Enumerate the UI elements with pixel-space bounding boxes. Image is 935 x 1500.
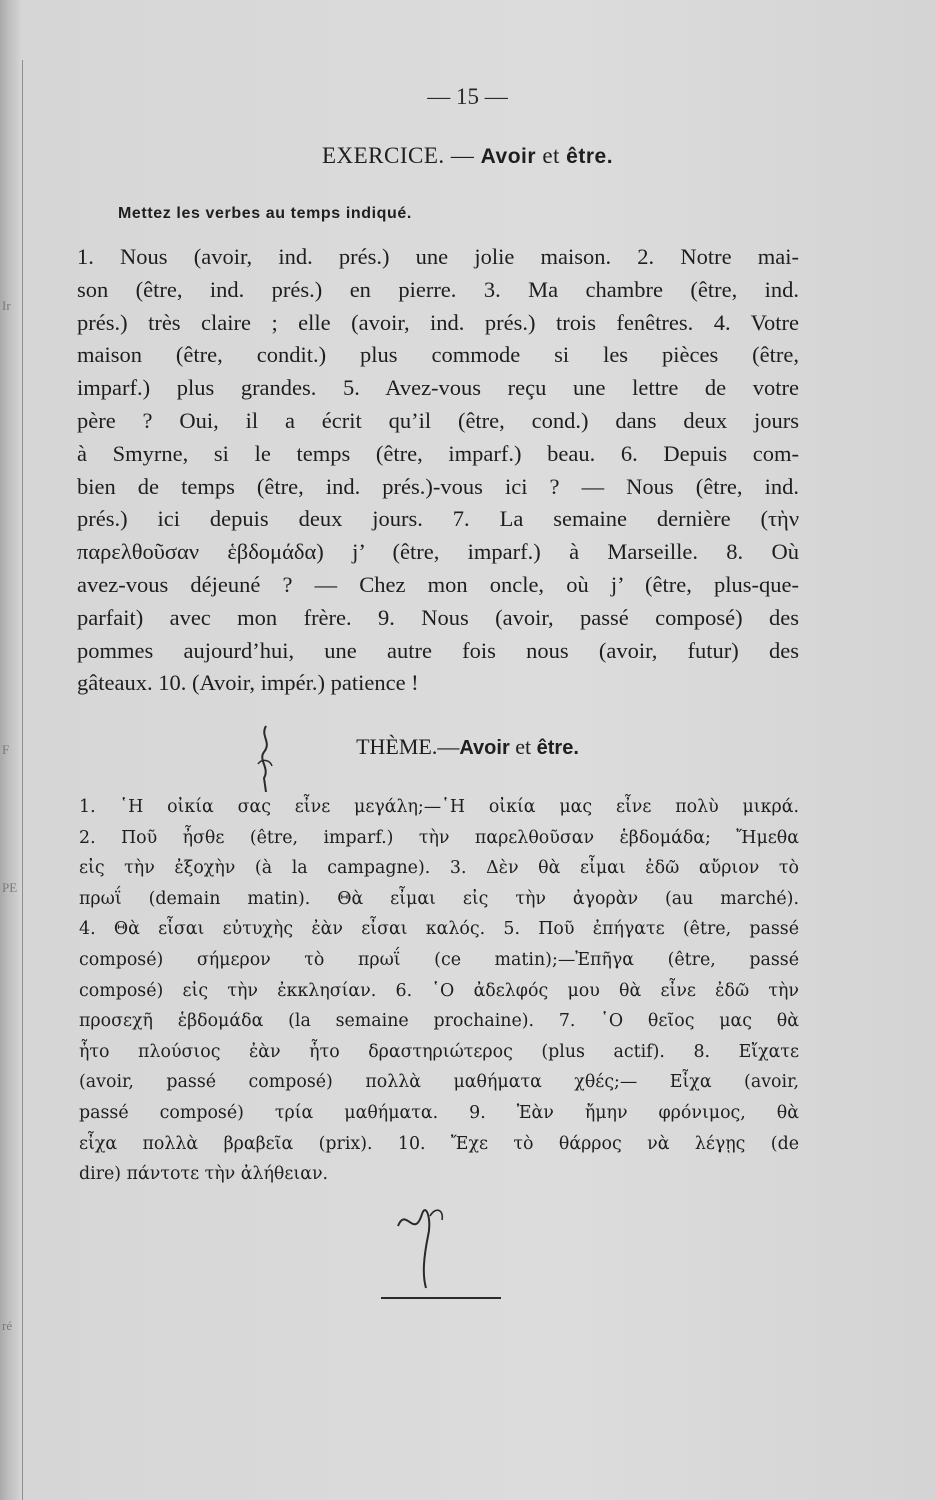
page-number: — 15 — [427,84,508,109]
handwritten-scribble-icon [392,1196,452,1291]
exercise-title-et: et [542,143,560,168]
exercise-title [0,143,935,169]
theme-line: 1. ῾Η οἰκία σας εἶνε μεγάλη;—῾Η οἰκία μας εἶνε πολὺ μικρά. [79,797,799,817]
exercise-title-etre: être. [566,145,614,168]
theme-line: composé) σήμερον τὸ πρωΐ (ce matin);—Ἐπῆγα (être, passé [79,949,799,970]
theme-line: passé composé) τρία μαθήματα. 9. Ἐὰν ἤμην φρόνιμος, θὰ [79,1102,799,1123]
theme-title [0,734,935,760]
exercise-instruction: Mettez les verbes au temps indiqué. [118,205,412,222]
exercise-line: pommes aujourd’hui, une autre fois nous (avoir, futur) des [77,637,799,663]
theme-line: προσεχῆ ἑβδομάδα (la semaine prochaine). 7. ῾Ο θεῖος μας θὰ [79,1011,799,1032]
exercise-line: παρελθοῦσαν ἑβδομάδα) j’ (être, imparf.) à Marseille. 8. Où [77,539,799,565]
theme-line: εἰς τὴν ἐξοχὴν (à la campagne). 3. Δὲν θὰ εἶμαι ἐδῶ αὔριον τὸ [79,858,799,879]
theme-line: dire) πάντοτε τὴν ἀλήθειαν. [79,1164,329,1185]
theme-line: 4. Θὰ εἶσαι εὐτυχὴς ἐὰν εἶσαι καλός. 5. Ποῦ ἐπήγατε (être, passé [79,919,799,940]
theme-text [79,792,799,1190]
theme-line: composé) εἰς τὴν ἐκκλησίαν. 6. ῾Ο ἀδελφός μου θὰ εἶνε ἐδῶ τὴν [79,980,799,1001]
exercise-line: prés.) très claire ; elle (avoir, ind. prés.) trois fenêtres. 4. Votre [77,309,799,335]
theme-line: ἦτο πλούσιος ἐὰν ἦτο δραστηριώτερος (plus actif). 8. Εἴχατε [79,1041,799,1062]
margin-ghost-text: F [2,742,10,757]
theme-title-prefix: THÈME.— [356,734,460,759]
theme-line: πρωΐ (demain matin). Θὰ εἶμαι εἰς τὴν ἀγορὰν (au marché). [79,888,799,909]
exercise-line: prés.) ici depuis deux jours. 7. La semaine dernière (τὴν [77,506,799,532]
theme-line: 2. Ποῦ ἦσθε (être, imparf.) τὴν παρελθοῦσαν ἑβδομάδα; Ἤμεθα [79,827,799,848]
exercise-line: 1. Nous (avoir, ind. prés.) une jolie maison. 2. Notre mai- [77,244,799,269]
binding-shadow [22,60,23,1500]
theme-line: (avoir, passé composé) πολλὰ μαθήματα χθές;— Εἶχα (avoir, [79,1072,799,1093]
margin-ghost-text: PE [2,880,18,895]
closing-rule [381,1297,501,1299]
theme-title-avoir: Avoir [459,737,510,759]
theme-line: εἶχα πολλὰ βραβεῖα (prix). 10. Ἔχε τὸ θάρρος νὰ λέγῃς (de [79,1133,799,1154]
margin-ghost-text: ré [2,1318,13,1333]
exercise-line: avez-vous déjeuné ? — Chez mon oncle, où j’ (être, plus-que- [77,571,799,597]
theme-title-et: et [515,734,532,759]
margin-ghost-text: Ir [2,298,11,313]
exercise-title-avoir: Avoir [480,145,537,168]
theme-title-etre: être. [536,737,579,759]
exercise-text [77,241,799,700]
exercise-title-prefix: EXERCICE. — [321,143,475,168]
exercise-line: à Smyrne, si le temps (être, imparf.) beau. 6. Depuis com- [77,440,799,466]
exercise-line: parfait) avec mon frère. 9. Nous (avoir, passé composé) des [77,604,799,630]
exercise-line: imparf.) plus grandes. 5. Avez-vous reçu une lettre de votre [77,375,799,401]
exercise-line: son (être, ind. prés.) en pierre. 3. Ma chambre (être, ind. [77,276,799,302]
exercise-line: bien de temps (être, ind. prés.)-vous ici ? — Nous (être, ind. [77,473,799,499]
exercise-line: père ? Oui, il a écrit qu’il (être, cond.) dans deux jours [77,407,799,433]
exercise-line: gâteaux. 10. (Avoir, impér.) patience ! [77,670,419,696]
exercise-line: maison (être, condit.) plus commode si les pièces (être, [77,342,799,368]
